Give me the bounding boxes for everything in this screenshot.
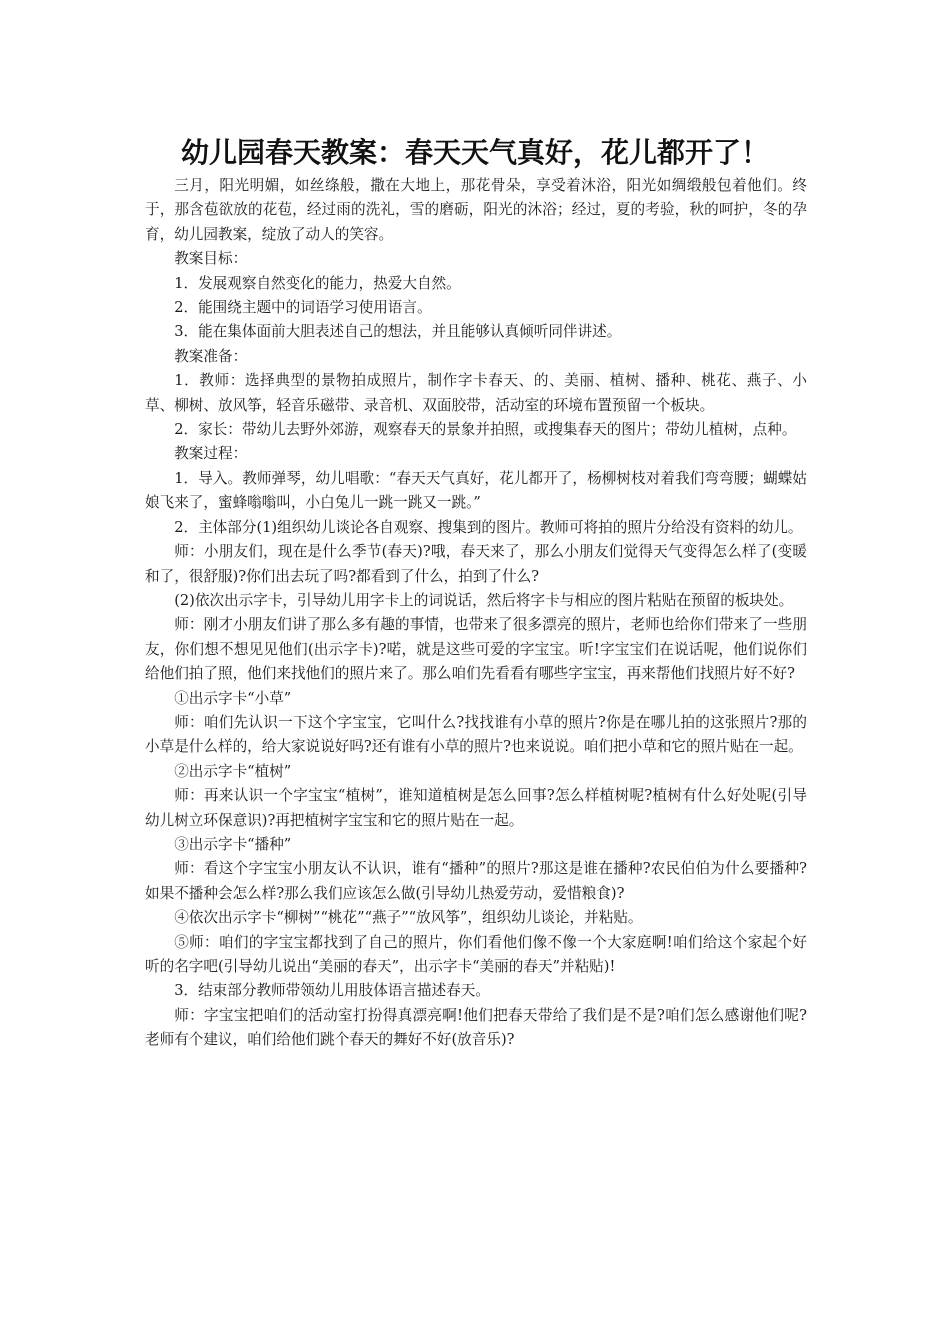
paragraph: 三月，阳光明媚，如丝绦般，撒在大地上，那花骨朵，享受着沐浴，阳光如绸缎般包着他们。终于，那含苞欲放的花苞，经过雨的洗礼，雪的磨砺，阳光的沐浴；经过，夏的考验，秋的呵护，冬的孕育，幼儿园教案，绽放了动人的笑容。 bbox=[145, 177, 807, 243]
paragraph: 师：咱们先认识一下这个字宝宝，它叫什么?找找谁有小草的照片?你是在哪儿拍的这张照片?那的小草是什么样的，给大家说说好吗?还有谁有小草的照片?也来说说。咱们把小草和它的照片贴在一起。 bbox=[145, 713, 807, 756]
paragraph: 教案过程： bbox=[174, 445, 248, 463]
paragraph: ④依次出示字卡“柳树”“桃花”“燕子”“放风筝”，组织幼儿谈论，并粘贴。 bbox=[174, 909, 643, 927]
document-body bbox=[145, 174, 807, 1053]
paragraph: 教案目标： bbox=[174, 250, 248, 268]
paragraph: 3．能在集体面前大胆表述自己的想法，并且能够认真倾听同伴讲述。 bbox=[174, 323, 622, 341]
paragraph: ⑤师：咱们的字宝宝都找到了自己的照片，你们看他们像不像一个大家庭啊!咱们给这个家起个好听的名字吧(引导幼儿说出“美丽的春天”，出示字卡“美丽的春天”并粘贴)! bbox=[145, 933, 807, 975]
paragraph: ②出示字卡“植树” bbox=[174, 762, 292, 780]
paragraph: ①出示字卡“小草” bbox=[174, 689, 292, 707]
paragraph: (2)依次出示字卡，引导幼儿用字卡上的词说话，然后将字卡与相应的图片粘贴在预留的板块处。 bbox=[174, 591, 794, 609]
paragraph: 教案准备： bbox=[174, 347, 248, 365]
paragraph: ③出示字卡“播种” bbox=[174, 835, 292, 853]
document-title: 幼儿园春天教案：春天天气真好，花儿都开了！ bbox=[180, 136, 769, 169]
paragraph: 2．家长：带幼儿去野外郊游，观察春天的景象并拍照，或搜集春天的图片；带幼儿植树，点种。 bbox=[174, 421, 797, 439]
paragraph: 3．结束部分教师带领幼儿用肢体语言描述春天。 bbox=[174, 982, 490, 1000]
paragraph: 1．导入。教师弹琴，幼儿唱歌：“春天天气真好，花儿都开了，杨柳树枝对着我们弯弯腰；蝴蝶姑娘飞来了，蜜蜂嗡嗡叫，小白兔儿一跳一跳又一跳。” bbox=[145, 469, 807, 512]
paragraph: 2．能围绕主题中的词语学习使用语言。 bbox=[174, 299, 432, 317]
paragraph: 师：再来认识一个字宝宝“植树”，谁知道植树是怎么回事?怎么样植树呢?植树有什么好处呢(引导幼儿树立环保意识)?再把植树字宝宝和它的照片贴在一起。 bbox=[145, 787, 807, 829]
paragraph: 1．发展观察自然变化的能力，热爱大自然。 bbox=[174, 274, 461, 292]
paragraph: 师：看这个字宝宝小朋友认不认识，谁有“播种”的照片?那这是谁在播种?农民伯伯为什么要播种?如果不播种会怎么样?那么我们应该怎么做(引导幼儿热爱劳动，爱惜粮食)? bbox=[145, 860, 807, 902]
paragraph: 2．主体部分(1)组织幼儿谈论各自观察、搜集到的图片。教师可将拍的照片分给没有资料的幼儿。 bbox=[174, 518, 803, 536]
paragraph: 师：刚才小朋友们讲了那么多有趣的事情，也带来了很多漂亮的照片，老师也给你们带来了一些朋友，你们想不想见见他们(出示字卡)?喏，就是这些可爱的字宝宝。听!字宝宝们在说话呢，他们说你们给他们拍了照，他们来找他们的照片来了。那么咱们先看看有哪些字宝宝，再来帮他们找照片好不好? bbox=[145, 616, 807, 683]
paragraph: 师：字宝宝把咱们的活动室打扮得真漂亮啊!他们把春天带给了我们是不是?咱们怎么感谢他们呢?老师有个建议，咱们给他们跳个春天的舞好不好(放音乐)? bbox=[145, 1006, 807, 1049]
paragraph: 师：小朋友们，现在是什么季节(春天)?哦，春天来了，那么小朋友们觉得天气变得怎么样了(变暖和了，很舒服)?你们出去玩了吗?都看到了什么，拍到了什么? bbox=[145, 543, 807, 585]
paragraph: 1．教师：选择典型的景物拍成照片，制作字卡春天、的、美丽、植树、播种、桃花、燕子、小草、柳树、放风筝，轻音乐磁带、录音机、双面胶带，活动室的环境布置预留一个板块。 bbox=[145, 372, 807, 414]
